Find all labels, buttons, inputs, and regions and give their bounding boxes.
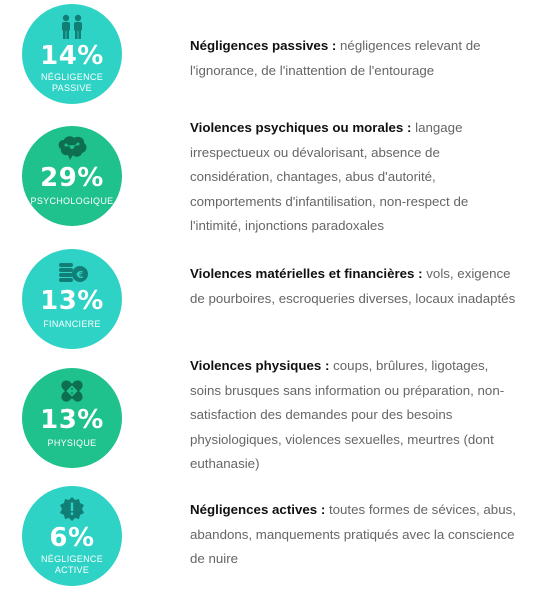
description-text: langage irrespectueux ou dévalorisant, absence de considération, chantages, abus d'autorité, comportements d'infantilisation, non-respect de l'intimité, injonctions paradoxales — [190, 120, 469, 233]
description — [190, 34, 520, 83]
category-label-line2: PASSIVE — [52, 83, 92, 93]
category-label-line1: NÉGLIGENCE — [40, 72, 103, 82]
category-label — [28, 319, 116, 330]
description — [190, 116, 520, 239]
percentage: 6% — [49, 523, 95, 553]
description — [190, 354, 520, 477]
description-title: Violences matérielles et financières : — [190, 266, 423, 281]
category-label — [28, 72, 116, 94]
svg-text:€: € — [76, 270, 84, 281]
description-title: Négligences passives : — [190, 38, 337, 53]
category-label — [28, 438, 116, 449]
description — [190, 262, 520, 311]
percentage: 13% — [40, 405, 104, 435]
description-text: coups, brûlures, ligotages, soins brusques sans information ou préparation, non-satisfaction des demandes pour des besoins physiologiques, violences sexuelles, meurtres (dont euthanasie) — [190, 358, 505, 471]
category-label — [28, 196, 116, 207]
category-label-line1: FINANCIERE — [43, 319, 101, 329]
description-title: Violences physiques : — [190, 358, 330, 373]
category-label-line1: NÉGLIGENCE — [40, 554, 103, 564]
description-text: vols, exigence de pourboires, escroqueries diverses, locaux inadaptés — [190, 266, 516, 306]
coins-icon — [22, 259, 122, 285]
category-label — [28, 554, 116, 576]
description-text: toutes formes de sévices, abus, abandons, manquements pratiqués avec la conscience de nuire — [190, 502, 516, 566]
category-label-line2: ACTIVE — [54, 565, 90, 575]
stat-circle — [22, 368, 122, 468]
category-label-line1: PSYCHOLOGIQUE — [30, 196, 114, 206]
stat-circle — [22, 4, 122, 104]
description-title: Violences psychiques ou morales : — [190, 120, 412, 135]
category-label-line1: PHYSIQUE — [47, 438, 97, 448]
stat-circle — [22, 249, 122, 349]
percentage: 29% — [40, 163, 104, 193]
stat-circle — [22, 486, 122, 586]
percentage: 13% — [40, 286, 104, 316]
stat-circle — [22, 126, 122, 226]
bandage-icon — [22, 378, 122, 404]
percentage: 14% — [40, 41, 104, 71]
warning-icon — [22, 496, 122, 522]
people-icon — [22, 14, 122, 40]
description-text: négligences relevant de l'ignorance, de l'inattention de l'entourage — [190, 38, 481, 78]
brain-icon — [22, 136, 122, 162]
description — [190, 498, 520, 572]
description-title: Négligences actives : — [190, 502, 326, 517]
